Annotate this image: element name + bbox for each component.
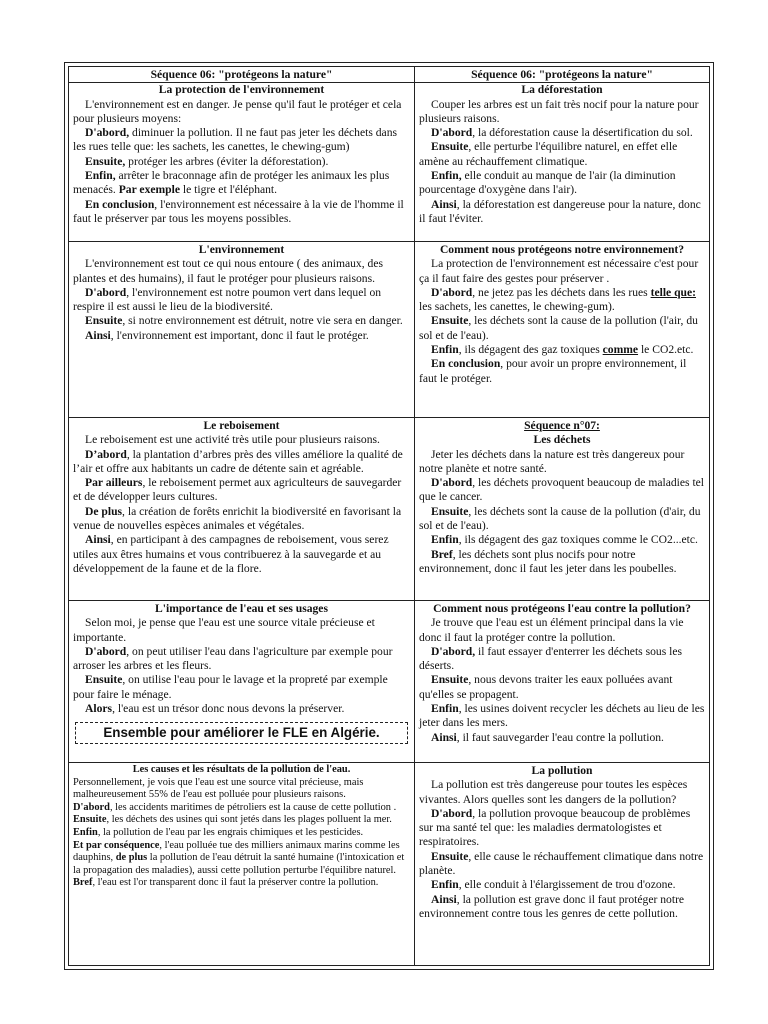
paragraph: Jeter les déchets dans la nature est très dangereux pour notre planète et notre santé. <box>419 447 685 475</box>
cell-title: La protection de l'environnement <box>158 83 325 97</box>
paragraph: En conclusion, l'environnement est nécessaire à la vie de l'homme il faut le préserver par tous les moyens possibles. <box>73 197 404 225</box>
cell-deforestation <box>415 67 709 242</box>
paragraph: Enfin, elle conduit au manque de l'air (la diminution pourcentage d'oxygène dans l'air). <box>419 169 676 197</box>
cell-protection-environnement <box>69 67 415 242</box>
paragraph: Ensuite, protéger les arbres (éviter la déforestation). <box>85 154 329 168</box>
paragraph: Enfin, elle conduit à l'élargissement de trou d'ozone. <box>431 878 676 892</box>
paragraph: Enfin, la pollution de l'eau par les engrais chimiques et les pesticides. <box>73 826 364 838</box>
paragraph: D’abord, la plantation d’arbres près des villes améliore la qualité de l’air et offre aux habitants un cadre de détente sain et agréable. <box>73 447 403 475</box>
text-grid <box>68 66 710 966</box>
paragraph: D'abord, les déchets provoquent beaucoup de maladies tel que le cancer. <box>419 476 705 504</box>
cell-title: Les causes et les résultats de la pollution de l'eau. <box>132 764 351 775</box>
paragraph: D'abord, la pollution provoque beaucoup de problèmes sur ma santé tel que: les maladies dermatologistes et respiratoires. <box>419 806 691 849</box>
cell-pollution <box>415 763 709 965</box>
paragraph: Enfin, ils dégagent des gaz toxiques comme le CO2...etc. <box>431 533 698 547</box>
paragraph: Par ailleurs, le reboisement permet aux agriculteurs de sauvegarder et de développer leurs cultures. <box>73 476 402 504</box>
paragraph: Enfin, arrêter le braconnage afin de protéger les animaux les plus menacés. Par exemple le tigre et l'éléphant. <box>73 169 390 197</box>
paragraph: Enfin, ils dégagent des gaz toxiques comme le CO2.etc. <box>431 343 694 357</box>
paragraph: Ainsi, l'environnement est important, donc il faut le protéger. <box>85 328 369 342</box>
paragraph: Alors, l'eau est un trésor donc nous devons la préserver. <box>85 702 345 716</box>
paragraph: L'environnement est tout ce qui nous entoure ( des animaux, des plantes et des humains), il faut le protéger pour plusieurs raisons. <box>73 257 383 285</box>
sequence-heading: Séquence n°07: <box>524 419 600 432</box>
cell-causes-pollution-eau <box>69 763 415 965</box>
cell-environnement <box>69 242 415 418</box>
paragraph: Enfin, les usines doivent recycler les déchets au lieu de les jeter dans les mers. <box>419 702 705 730</box>
cell-dechets <box>415 418 709 601</box>
paragraph: La protection de l'environnement est nécessaire c'est pour ça il faut faire des gestes pour préserver . <box>419 257 699 285</box>
paragraph: Ensuite, nous devons traiter les eaux polluées avant qu'elles se propagent. <box>419 673 673 701</box>
paragraph: Et par conséquence, l'eau polluée tue des milliers animaux marins comme les dauphins, de plus la pollution de l'eau détruit la santé humaine (l'intoxication et la propagation des maladies), aussi cette pollution perturbe l'équilibre naturel. <box>73 839 405 876</box>
paragraph: Ainsi, la pollution est grave donc il faut protéger notre environnement contre tous les genres de cette pollution. <box>419 892 685 920</box>
paragraph: Je trouve que l'eau est un élément principal dans la vie donc il faut la protéger contre la pollution. <box>419 616 684 644</box>
paragraph: Selon moi, je pense que l'eau est une source vitale précieuse et importante. <box>73 616 375 644</box>
paragraph: Ensuite, elle cause le réchauffement climatique dans notre planète. <box>419 849 704 878</box>
cell-proteger-environnement <box>415 242 709 418</box>
cell-title: Comment nous protégeons l'eau contre la pollution? <box>433 602 691 615</box>
cell-proteger-eau <box>415 601 709 763</box>
paragraph: Ensuite, les déchets des usines qui sont jetés dans les plages polluent la mer. <box>73 814 392 826</box>
fle-banner: Ensemble pour améliorer le FLE en Algérie. <box>75 722 408 743</box>
paragraph: D'abord, ne jetez pas les déchets dans les rues telle que: les sachets, les canettes, le chewing-gum). <box>419 285 696 314</box>
paragraph: L'environnement est en danger. Je pense qu'il faut le protéger et cela pour plusieurs moyens: <box>73 97 402 125</box>
paragraph: Le reboisement est une activité très utile pour plusieurs raisons. <box>85 433 380 447</box>
paragraph: Personnellement, je vois que l'eau est une source vital précieuse, mais malheureusement 55% de l'eau est polluée pour plusieurs raisons. <box>73 776 364 801</box>
paragraph: Couper les arbres est un fait très nocif pour la nature pour plusieurs raisons. <box>419 97 699 125</box>
paragraph: Ainsi, en participant à des campagnes de reboisement, vous serez utiles aux êtres humains et vous contribuerez à la sauvegarde et au développement de la faune et de la flore. <box>73 533 389 575</box>
paragraph: Bref, l'eau est l'or transparent donc il faut la préserver contre la pollution. <box>73 877 379 889</box>
paragraph: Ensuite, elle perturbe l'équilibre naturel, en effet elle amène au réchauffement climatique. <box>419 140 678 168</box>
paragraph: Ensuite, on utilise l'eau pour le lavage et la propreté par exemple pour faire le ménage. <box>73 673 388 701</box>
paragraph: Ainsi, la déforestation est dangereuse pour la nature, donc il faut l'éviter. <box>419 197 701 225</box>
cell-title: L'importance de l'eau et ses usages <box>155 602 328 615</box>
paragraph: Ensuite, les déchets sont la cause de la pollution (l'air, du sol et de l'eau). <box>419 314 698 342</box>
cell-title: La pollution <box>531 764 593 777</box>
paragraph: Ainsi, il faut sauvegarder l'eau contre la pollution. <box>431 730 664 744</box>
paragraph: D'abord, l'environnement est notre poumon vert dans lequel on respire il est aussi le lieu de la biodiversité. <box>73 285 382 314</box>
paragraph: Bref, les déchets sont plus nocifs pour notre environnement, donc il faut les jeter dans les poubelles. <box>419 547 677 575</box>
paragraph: D'abord, diminuer la pollution. Il ne faut pas jeter les déchets dans les rues telle que: les sachets, les canettes, le chewing-gum) <box>73 126 398 154</box>
paragraph: En conclusion, pour avoir un propre environnement, il faut le protéger. <box>419 357 687 385</box>
cell-title: L'environnement <box>198 243 285 256</box>
sequence-heading: Séquence 06: "protégeons la nature" <box>69 68 414 83</box>
paragraph: D'abord, on peut utiliser l'eau dans l'agriculture par exemple pour arroser les arbres et les fleurs. <box>73 644 393 673</box>
cell-reboisement <box>69 418 415 601</box>
paragraph: D'abord, la déforestation cause la désertification du sol. <box>431 126 693 140</box>
sequence-heading: Séquence 06: "protégeons la nature" <box>415 68 709 83</box>
paragraph: D'abord, les accidents maritimes de pétroliers est la cause de cette pollution . <box>73 801 397 813</box>
paragraph: De plus, la création de forêts enrichit la biodiversité en favorisant la venue de nouvelles espèces animales et végétales. <box>73 504 402 533</box>
document-sheet <box>64 62 714 970</box>
cell-importance-eau <box>69 601 415 763</box>
cell-title: Le reboisement <box>203 419 280 432</box>
cell-title: Les déchets <box>533 433 591 447</box>
paragraph: Ensuite, si notre environnement est détruit, notre vie sera en danger. <box>85 314 403 328</box>
cell-title: Comment nous protégeons notre environnement? <box>439 243 685 256</box>
paragraph: Ensuite, les déchets sont la cause de la pollution (d'air, du sol et de l'eau). <box>419 504 701 533</box>
paragraph: La pollution est très dangereuse pour toutes les espèces vivantes. Alors quelles sont les dangers de la pollution? <box>419 778 688 806</box>
paragraph: D'abord, il faut essayer d'enterrer les déchets sous les déserts. <box>419 644 682 673</box>
cell-title: La déforestation <box>521 83 603 97</box>
